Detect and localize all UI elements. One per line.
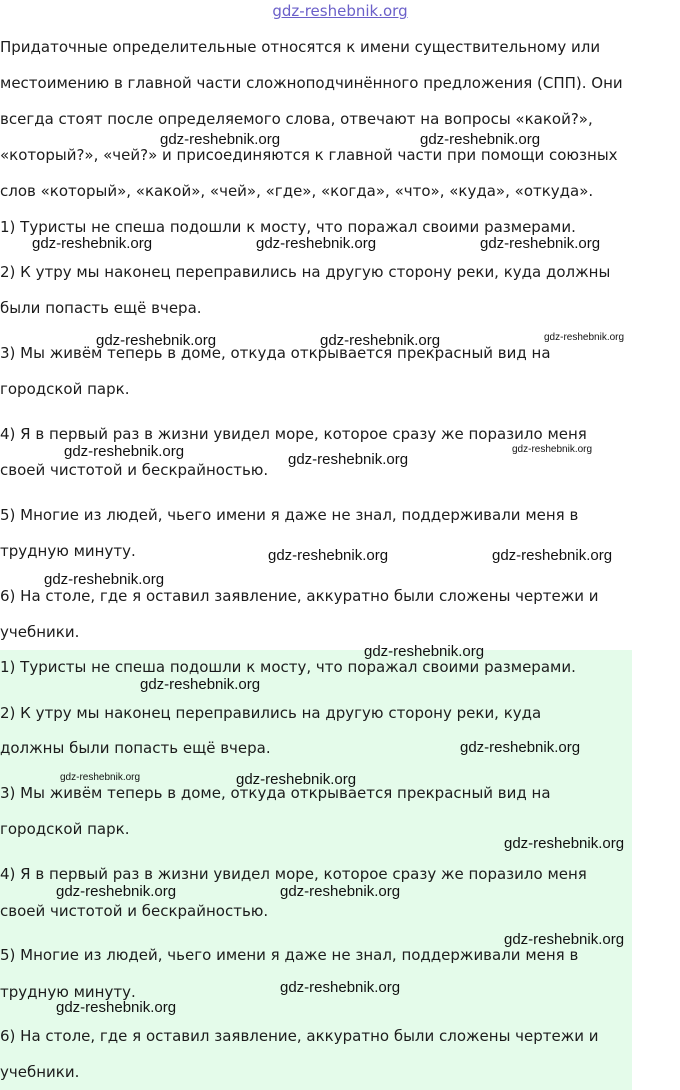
watermark: gdz-reshebnik.org <box>280 979 401 996</box>
task-line: 2) К утру мы наконец переправились на другую сторону реки, куда должны <box>0 263 611 281</box>
answer-line: 1) Туристы не спеша подошли к мосту, что поражал своими размерами. <box>0 658 576 676</box>
watermark: gdz-reshebnik.org <box>236 771 357 788</box>
intro-line: «который?», «чей?» и присоединяются к главной части при помощи союзных <box>0 146 618 164</box>
watermark: gdz-reshebnik.org <box>504 835 625 852</box>
answer-line: 2) К утру мы наконец переправились на другую сторону реки, куда <box>0 704 542 722</box>
watermark: gdz-reshebnik.org <box>56 999 177 1016</box>
answer-line: должны были попасть ещё вчера. <box>0 739 271 757</box>
answer-line: трудную минуту. <box>0 983 136 1001</box>
watermark: gdz-reshebnik.org <box>492 547 613 564</box>
answer-line: своей чистотой и бескрайностью. <box>0 902 269 920</box>
task-line: своей чистотой и бескрайностью. <box>0 461 269 479</box>
watermark: gdz-reshebnik.org <box>256 235 377 252</box>
task-line: 4) Я в первый раз в жизни увидел море, которое сразу же поразило меня <box>0 425 587 443</box>
answer-line: городской парк. <box>0 820 130 838</box>
watermark: gdz-reshebnik.org <box>44 571 165 588</box>
watermark: gdz-reshebnik.org <box>364 643 485 660</box>
watermark: gdz-reshebnik.org <box>140 676 261 693</box>
task-line: трудную минуту. <box>0 542 136 560</box>
watermark: gdz-reshebnik.org <box>544 332 625 343</box>
watermark: gdz-reshebnik.org <box>96 332 217 349</box>
watermark: gdz-reshebnik.org <box>460 739 581 756</box>
task-line: были попасть ещё вчера. <box>0 299 202 317</box>
answer-line: 6) На столе, где я оставил заявление, аккуратно были сложены чертежи и <box>0 1027 599 1045</box>
task-line: 1) Туристы не спеша подошли к мосту, что поражал своими размерами. <box>0 218 576 236</box>
task-line: 6) На столе, где я оставил заявление, аккуратно были сложены чертежи и <box>0 587 599 605</box>
watermark: gdz-reshebnik.org <box>280 883 401 900</box>
watermark: gdz-reshebnik.org <box>420 131 541 148</box>
task-line: 5) Многие из людей, чьего имени я даже не знал, поддерживали меня в <box>0 506 579 524</box>
intro-line: местоимению в главной части сложноподчинённого предложения (СПП). Они <box>0 74 623 92</box>
watermark: gdz-reshebnik.org <box>512 444 593 455</box>
watermark: gdz-reshebnik.org <box>32 235 153 252</box>
watermark: gdz-reshebnik.org <box>64 443 185 460</box>
site-title-link[interactable]: gdz-reshebnik.org <box>272 2 408 20</box>
task-line: учебники. <box>0 623 80 641</box>
answer-line: 4) Я в первый раз в жизни увидел море, которое сразу же поразило меня <box>0 865 587 883</box>
answer-line: учебники. <box>0 1063 80 1081</box>
watermark: gdz-reshebnik.org <box>320 332 441 349</box>
watermark: gdz-reshebnik.org <box>60 772 141 783</box>
task-line: 3) Мы живём теперь в доме, откуда открывается прекрасный вид на <box>0 344 551 362</box>
answer-line: 5) Многие из людей, чьего имени я даже не знал, поддерживали меня в <box>0 946 579 964</box>
answer-line: 3) Мы живём теперь в доме, откуда открывается прекрасный вид на <box>0 784 551 802</box>
intro-line: Придаточные определительные относятся к имени существительному или <box>0 38 601 56</box>
task-line: городской парк. <box>0 380 130 398</box>
intro-line: всегда стоят после определяемого слова, отвечают на вопросы «какой?», <box>0 110 593 128</box>
watermark: gdz-reshebnik.org <box>288 451 409 468</box>
watermark: gdz-reshebnik.org <box>160 131 281 148</box>
watermark: gdz-reshebnik.org <box>480 235 601 252</box>
watermark: gdz-reshebnik.org <box>268 547 389 564</box>
intro-line: слов «который», «какой», «чей», «где», «когда», «что», «куда», «откуда». <box>0 182 594 200</box>
watermark: gdz-reshebnik.org <box>504 931 625 948</box>
watermark: gdz-reshebnik.org <box>56 883 177 900</box>
